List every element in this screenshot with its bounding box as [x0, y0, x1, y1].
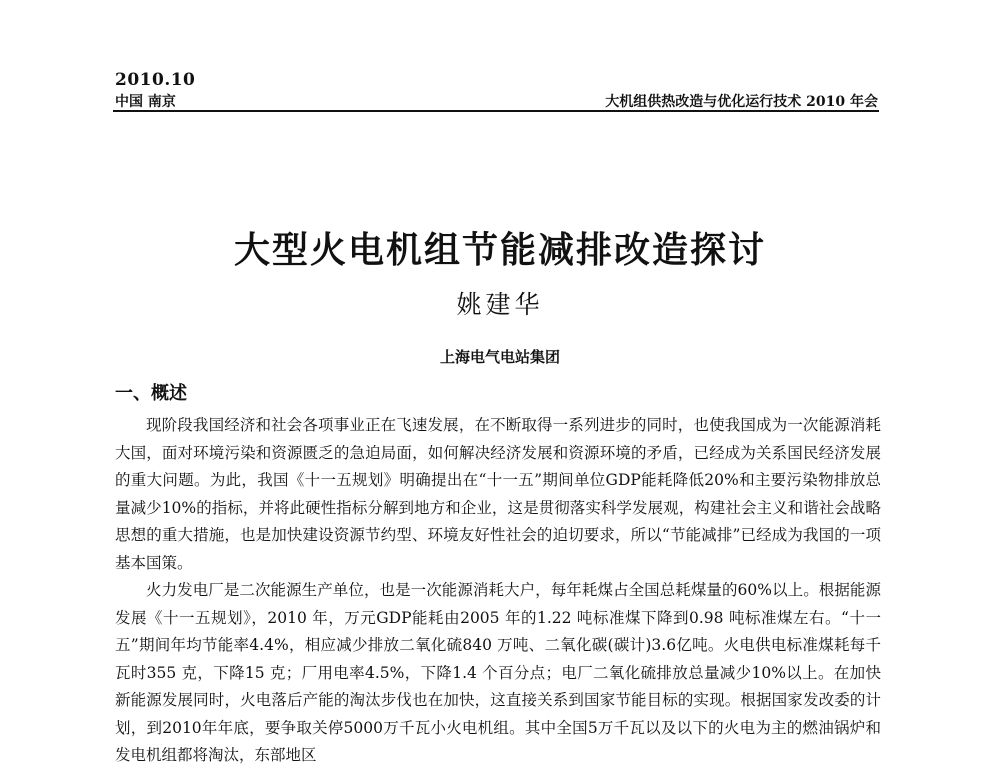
body-text	[115, 412, 881, 770]
header-conference: 大机组供热改造与优化运行技术 2010 年会	[605, 94, 878, 110]
author-name: 姚建华	[456, 290, 544, 319]
header-rule	[113, 110, 879, 112]
paper-title: 大型火电机组节能减排改造探讨	[233, 229, 766, 271]
section-heading: 一、概述	[115, 383, 187, 404]
header-date: 2010.10	[115, 70, 196, 90]
paragraph-2: 火力发电厂是二次能源生产单位，也是一次能源消耗大户，每年耗煤占全国总耗煤量的60%以上。根据能源发展《十一五规划》，2010 年，万元GDP能耗由2005 年的1.22 吨标准煤下降到0.98 吨标准煤左右。“十一五”期间年均节能率4.4%，相应减少排放二氧化硫840 万吨、二氧化碳(碳计)3.6亿吨。火电供电标准煤耗每千瓦时355 克，下降15 克；厂用电率4.5%，下降1.4 个百分点；电厂二氧化硫排放总量减少10%以上。在加快新能源发展同时，火电落后产能的淘汰步伐也在加快，这直接关系到国家节能目标的实现。根据国家发改委的计划，到2010年年底，要争取关停5000万千瓦小火电机组。其中全国5万千瓦以及以下的火电为主的燃油锅炉和发电机组都将淘汰，东部地区	[115, 581, 881, 764]
author-affiliation: 上海电气电站集团	[439, 348, 560, 366]
paragraph-1: 现阶段我国经济和社会各项事业正在飞速发展，在不断取得一系列进步的同时，也使我国成为一次能源消耗大国，面对环境污染和资源匮乏的急迫局面，如何解决经济发展和资源环境的矛盾，已经成为关系国民经济发展的重大问题。为此，我国《十一五规划》明确提出在“十一五”期间单位GDP能耗降低20%和主要污染物排放总量减少10%的指标，并将此硬性指标分解到地方和企业，这是贯彻落实科学发展观，构建社会主义和谐社会战略思想的重大措施，也是加快建设资源节约型、环境友好性社会的迫切要求，所以“节能减排”已经成为我国的一项基本国策。	[115, 416, 881, 572]
header-place: 中国 南京	[115, 94, 176, 110]
